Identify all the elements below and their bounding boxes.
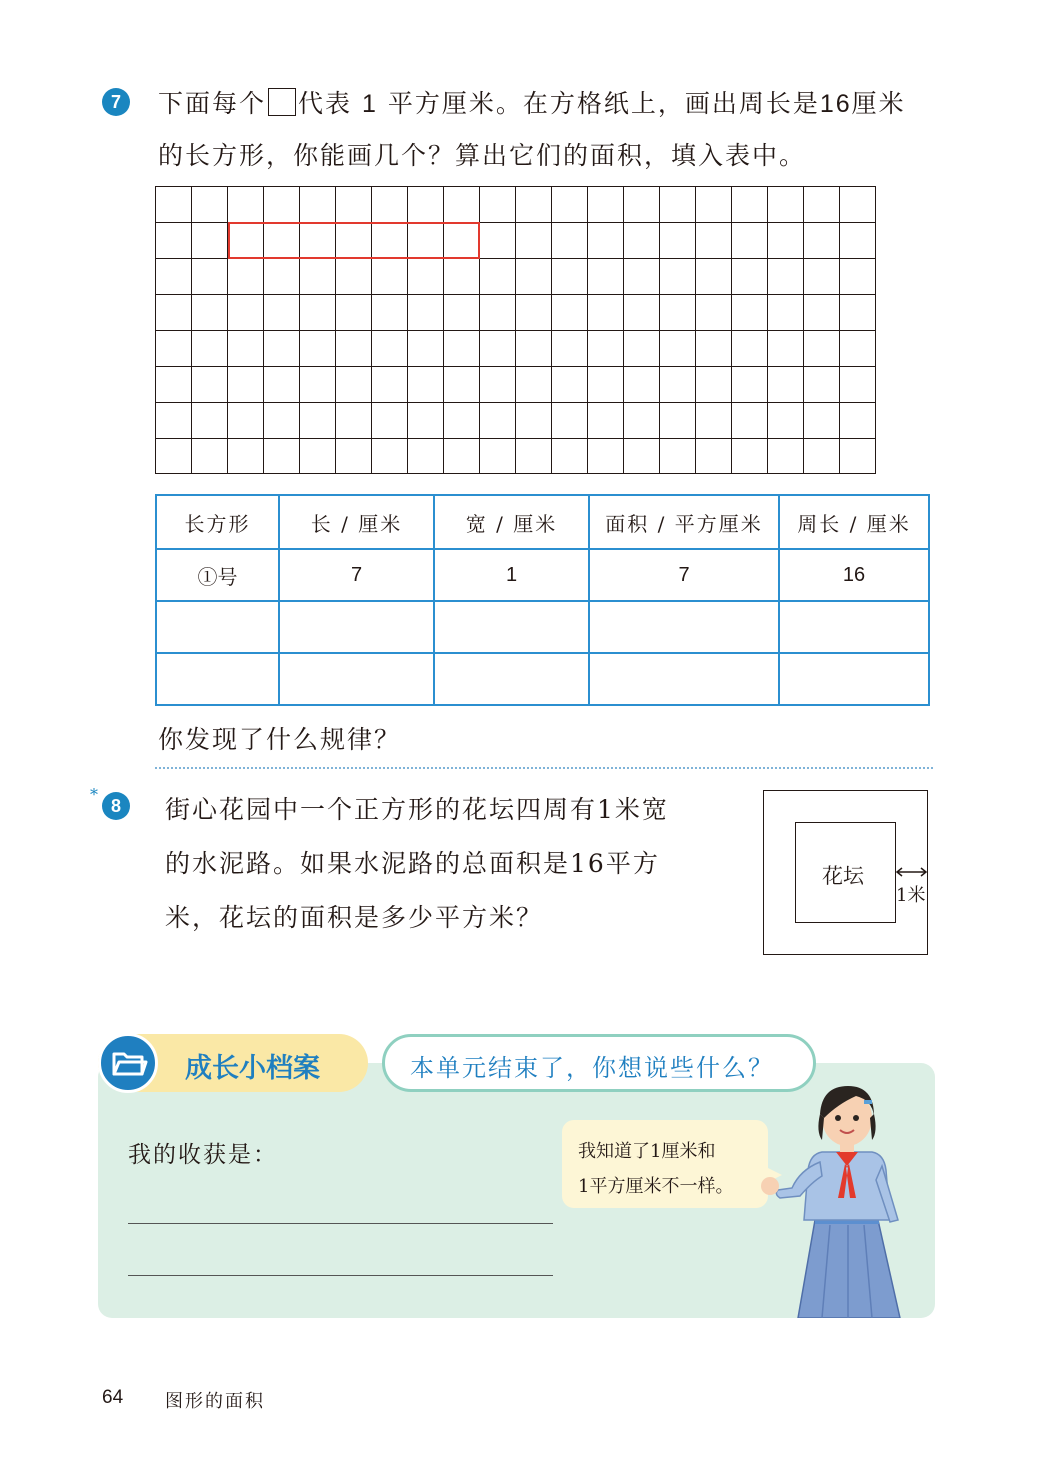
table-row: [156, 549, 929, 601]
table-cell: 7: [589, 549, 779, 601]
problem-8-line-1: 街心花园中一个正方形的花坛四周有1米宽: [165, 795, 669, 824]
chapter-title: 图形的面积: [165, 1391, 265, 1412]
table-cell-input[interactable]: [589, 601, 779, 653]
table-header: 长方形: [156, 495, 279, 549]
folder-badge: [98, 1033, 158, 1093]
rectangle-table: [155, 494, 930, 706]
gain-label: 我的收获是：: [128, 1142, 278, 1168]
table-cell-input[interactable]: [279, 653, 434, 705]
table-header: 长 / 厘米: [279, 495, 434, 549]
text-segment: 厘米: [851, 89, 906, 118]
optional-star-icon: *: [90, 785, 98, 804]
table-cell-input[interactable]: [779, 601, 929, 653]
table-cell-input[interactable]: [589, 653, 779, 705]
pattern-question: 你发现了什么规律？: [158, 725, 402, 754]
bubble-line-2: 1平方厘米不一样。: [578, 1176, 734, 1197]
flower-bed-label: 花坛: [822, 864, 864, 888]
table-cell-input[interactable]: [434, 653, 589, 705]
table-cell-input[interactable]: [156, 653, 279, 705]
example-rectangle: [228, 222, 480, 259]
student-girl-illustration: [760, 1070, 930, 1318]
table-header: 面积 / 平方厘米: [589, 495, 779, 549]
growth-question: 本单元结束了，你想说些什么？: [410, 1054, 774, 1082]
folder-icon: [101, 1036, 155, 1090]
problem-8-line-3: 米，花坛的面积是多少平方米？: [165, 903, 544, 932]
problem-7-number-badge: 7: [102, 88, 130, 116]
table-row: [156, 653, 929, 705]
table-cell-input[interactable]: [779, 653, 929, 705]
width-arrow-icon: [894, 864, 930, 880]
text-segment: 代表: [298, 89, 353, 118]
table-header-row: [156, 495, 929, 549]
table-header: 宽 / 厘米: [434, 495, 589, 549]
unit-square-icon: [268, 88, 296, 116]
text-segment: 平方厘米。在方格纸上，画出周长是: [387, 89, 820, 118]
problem-8-number-badge: 8: [102, 792, 130, 820]
table-row: [156, 601, 929, 653]
page-number: 64: [102, 1387, 124, 1408]
text-segment: 16: [819, 90, 852, 118]
answer-line[interactable]: [128, 1223, 553, 1224]
growth-title: 成长小档案: [185, 1053, 320, 1084]
text-segment: 下面每个: [158, 89, 267, 118]
table-cell: 1: [434, 549, 589, 601]
answer-line[interactable]: [128, 1275, 553, 1276]
table-cell-input[interactable]: [156, 601, 279, 653]
table-cell: 16: [779, 549, 929, 601]
text-segment: 1: [361, 90, 378, 118]
problem-7-line-1: [158, 84, 906, 120]
table-header: 周长 / 厘米: [779, 495, 929, 549]
section-divider: [155, 767, 933, 769]
problem-7-line-2: 的长方形，你能画几个？算出它们的面积，填入表中。: [158, 141, 807, 170]
table-cell-input[interactable]: [279, 601, 434, 653]
problem-8-line-2: 的水泥路。如果水泥路的总面积是16平方: [165, 849, 660, 878]
width-label: 1米: [896, 885, 926, 906]
table-cell-input[interactable]: [434, 601, 589, 653]
table-cell: ①号: [156, 549, 279, 601]
bubble-line-1: 我知道了1厘米和: [578, 1141, 716, 1162]
table-cell: 7: [279, 549, 434, 601]
